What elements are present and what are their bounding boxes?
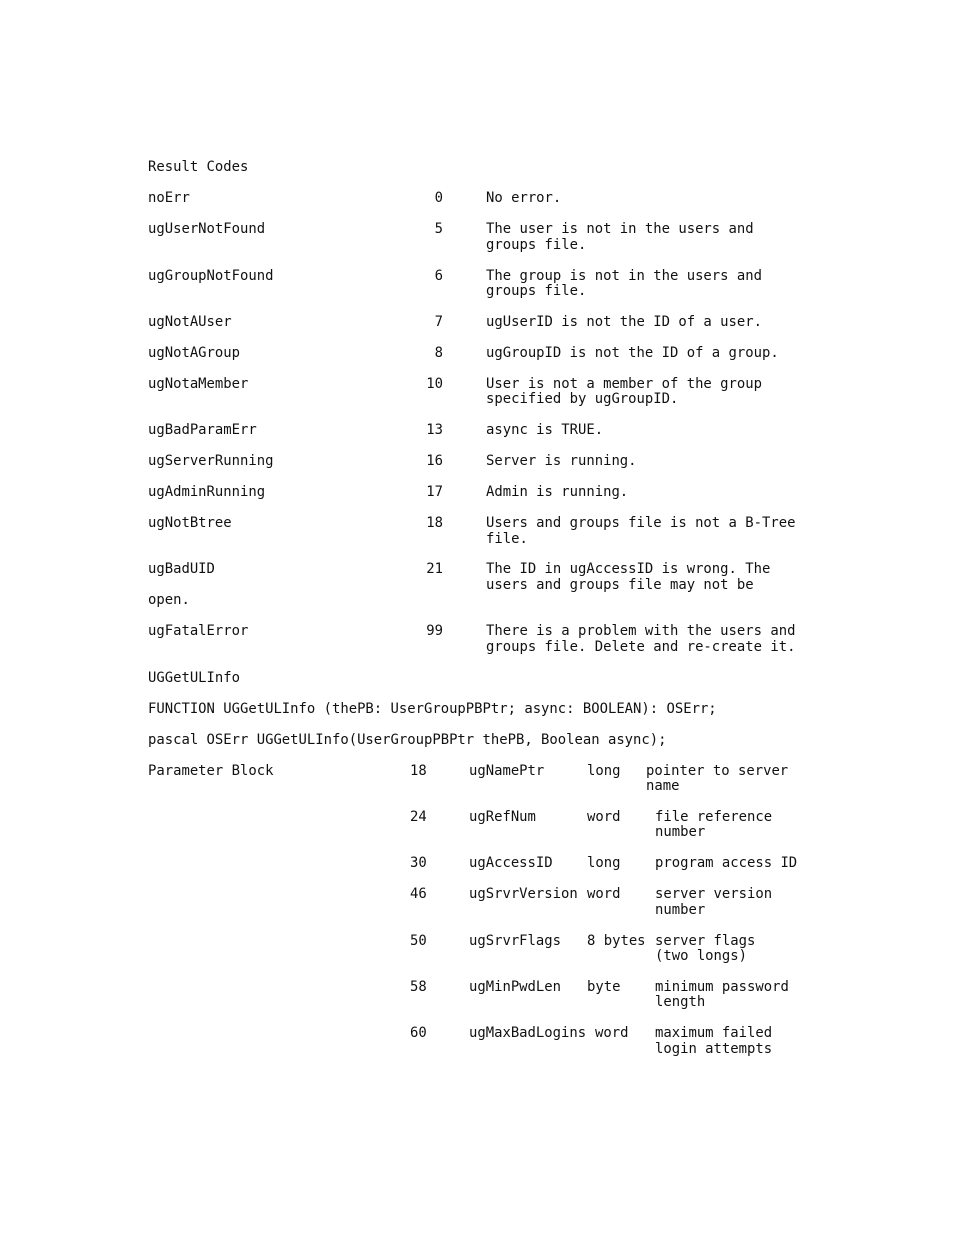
result-code-name: ugUserNotFound xyxy=(148,221,266,237)
result-code-name: ugFatalError xyxy=(148,623,249,639)
param-offset: 46 xyxy=(410,886,427,902)
param-field: ugNamePtr xyxy=(469,763,545,779)
param-type: word xyxy=(595,1025,629,1041)
result-code-name: ugNotAGroup xyxy=(148,345,240,361)
result-code-value: 0 xyxy=(434,190,443,206)
param-field: ugRefNum xyxy=(469,809,536,825)
result-code-desc: Admin is running. xyxy=(486,484,629,500)
result-code-desc: groups file. xyxy=(486,237,587,253)
result-code-value: 10 xyxy=(426,376,443,392)
result-code-value: 6 xyxy=(434,268,443,284)
param-type: byte xyxy=(587,979,621,995)
result-code-desc: No error. xyxy=(486,190,562,206)
result-code-value: 13 xyxy=(426,422,443,438)
result-code-desc: specified by ugGroupID. xyxy=(486,391,679,407)
result-codes-heading: Result Codes xyxy=(148,159,249,175)
param-desc: login attempts xyxy=(655,1041,773,1057)
param-offset: 60 xyxy=(410,1025,427,1041)
result-code-desc: Users and groups file is not a B-Tree xyxy=(486,515,796,531)
result-code-desc: async is TRUE. xyxy=(486,422,604,438)
result-code-desc: users and groups file may not be xyxy=(486,577,754,593)
param-field: ugMinPwdLen xyxy=(469,979,561,995)
result-code-name: noErr xyxy=(148,190,190,206)
result-code-name: ugGroupNotFound xyxy=(148,268,274,284)
result-code-desc: ugGroupID is not the ID of a group. xyxy=(486,345,779,361)
result-code-desc: file. xyxy=(486,531,528,547)
result-code-desc: The user is not in the users and xyxy=(486,221,754,237)
param-offset: 30 xyxy=(410,855,427,871)
param-field: ugSrvrVersion xyxy=(469,886,578,902)
result-code-desc: ugUserID is not the ID of a user. xyxy=(486,314,762,330)
param-desc: program access ID xyxy=(655,855,798,871)
result-code-desc: groups file. Delete and re-create it. xyxy=(486,639,796,655)
param-type: long xyxy=(587,855,621,871)
result-code-value: 17 xyxy=(426,484,443,500)
result-code-name: ugNotAUser xyxy=(148,314,232,330)
pascal-declaration: FUNCTION UGGetULInfo (thePB: UserGroupPBPtr; async: BOOLEAN): OSErr; xyxy=(148,701,717,717)
parameter-block-label: Parameter Block xyxy=(148,763,274,779)
param-field: ugAccessID xyxy=(469,855,553,871)
param-type: long xyxy=(587,763,621,779)
param-desc: number xyxy=(655,902,706,918)
result-code-name: ugServerRunning xyxy=(148,453,274,469)
result-code-name: ugBadParamErr xyxy=(148,422,257,438)
result-code-value: 16 xyxy=(426,453,443,469)
param-field: ugMaxBadLogins xyxy=(469,1025,587,1041)
param-desc: server version xyxy=(655,886,773,902)
param-desc: pointer to server xyxy=(646,763,789,779)
result-code-name: ugNotBtree xyxy=(148,515,232,531)
param-type: word xyxy=(587,809,621,825)
result-code-value: 21 xyxy=(426,561,443,577)
result-code-value: 8 xyxy=(434,345,443,361)
param-offset: 50 xyxy=(410,933,427,949)
function-name-heading: UGGetULInfo xyxy=(148,670,240,686)
param-offset: 24 xyxy=(410,809,427,825)
param-type: 8 bytes xyxy=(587,933,646,949)
param-desc: maximum failed xyxy=(655,1025,773,1041)
c-declaration: pascal OSErr UGGetULInfo(UserGroupPBPtr thePB, Boolean async); xyxy=(148,732,667,748)
result-code-value: 99 xyxy=(426,623,443,639)
param-desc: (two longs) xyxy=(655,948,747,964)
param-offset: 58 xyxy=(410,979,427,995)
param-desc: server flags xyxy=(655,933,756,949)
result-code-name: ugBadUID xyxy=(148,561,215,577)
param-offset: 18 xyxy=(410,763,427,779)
param-desc: length xyxy=(655,994,706,1010)
param-desc: name xyxy=(646,778,680,794)
param-type: word xyxy=(587,886,621,902)
result-code-desc: Server is running. xyxy=(486,453,637,469)
result-code-value: 18 xyxy=(426,515,443,531)
param-desc: minimum password xyxy=(655,979,789,995)
result-code-name: ugNotaMember xyxy=(148,376,249,392)
result-code-desc: There is a problem with the users and xyxy=(486,623,796,639)
result-code-value: 7 xyxy=(434,314,443,330)
result-code-desc: The group is not in the users and xyxy=(486,268,762,284)
result-code-desc: groups file. xyxy=(486,283,587,299)
result-code-desc: The ID in ugAccessID is wrong. The xyxy=(486,561,771,577)
param-desc: file reference xyxy=(655,809,773,825)
result-code-value: 5 xyxy=(434,221,443,237)
result-code-desc: User is not a member of the group xyxy=(486,376,762,392)
result-code-name: ugAdminRunning xyxy=(148,484,266,500)
result-code-desc-continuation: open. xyxy=(148,592,190,608)
param-field: ugSrvrFlags xyxy=(469,933,561,949)
param-desc: number xyxy=(655,824,706,840)
